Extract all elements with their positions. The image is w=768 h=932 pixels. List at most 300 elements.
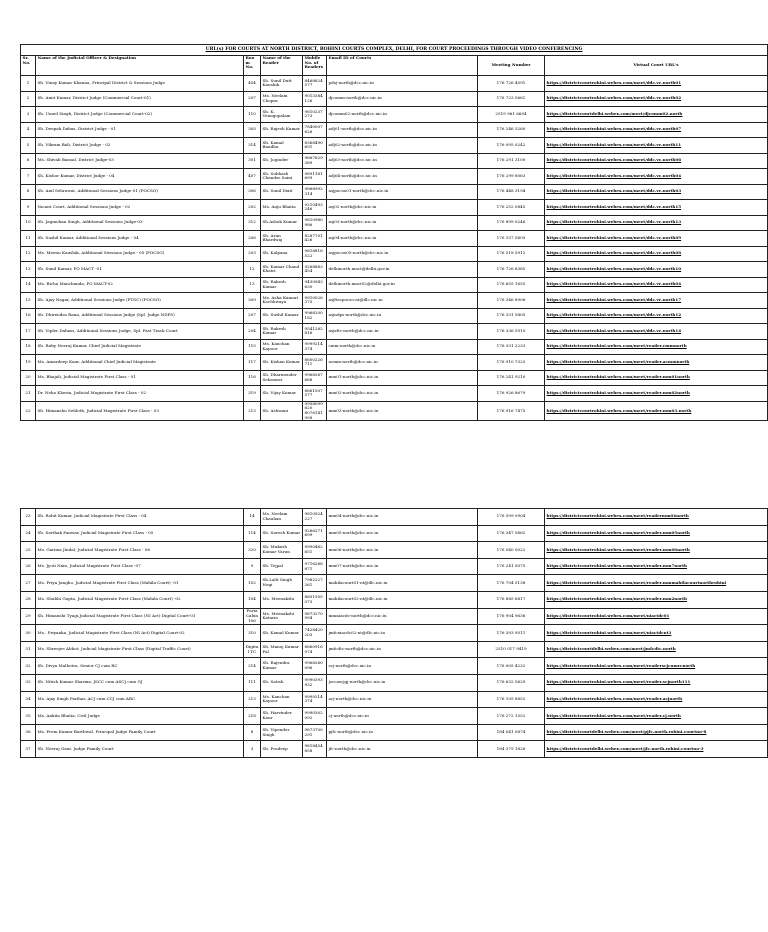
meeting-number-cell: 176 272 1552 (478, 708, 545, 725)
reader-name-cell: Sh. Kalpana (261, 246, 303, 262)
sr-no-cell: 20 (21, 370, 36, 386)
meeting-number-cell: 176 241 5075 (478, 558, 545, 575)
reader-name-cell: Sh. Kishan Kumar (261, 355, 303, 371)
virtual-court-url-link[interactable]: https://districtcourtrohini.webex.com/meet/reader.mm01north (545, 370, 768, 386)
email-cell: pjfc-north@dcc.nic.in (327, 724, 478, 741)
judicial-officer-cell: Ms. Shivali Bansal, District Judge-03 (36, 153, 244, 169)
table-row (21, 153, 768, 169)
mobile-cell: 9716268871 (303, 558, 327, 575)
reader-name-cell: Sh. Rajendra Kumar (261, 658, 303, 675)
sr-no-cell: 26 (21, 558, 36, 575)
email-cell: mm07-north@dcc.nic.in (327, 558, 478, 575)
reader-name-cell: Ms. Meenakshi (261, 591, 303, 608)
virtual-court-url-link[interactable]: https://districtcourtrohini.webex.com/meet/reader.scjnorth111 (545, 674, 768, 691)
table-row (21, 200, 768, 216)
judicial-officer-cell: Sh. Neeraj Gaur, Judge Family Court (36, 741, 244, 758)
sr-no-cell: 7 (21, 169, 36, 185)
reader-name-cell: Ms. Meenakshi Kataria (261, 608, 303, 625)
meeting-number-cell: 176 726 4591 (478, 76, 545, 92)
courts-table-page-2 (20, 508, 768, 758)
mobile-cell: 9667629389 (303, 153, 327, 169)
virtual-court-url-link[interactable]: https://districtcourtrohini.webex.com/meet/reader.acjnorth (545, 691, 768, 708)
room-cell: 3 (244, 741, 261, 758)
sr-no-cell: 37 (21, 741, 36, 758)
sr-no-cell: 6 (21, 153, 36, 169)
sr-no-cell: 22 (21, 401, 36, 421)
reader-name-cell: Sh. Subhash Chander Saini (261, 169, 303, 185)
table-row (21, 231, 768, 247)
meeting-number-cell: 176 393 9511 (478, 625, 545, 642)
email-cell: mm03-north@dcc.nic.in (327, 401, 478, 421)
meeting-number-cell: 176 241 9210 (478, 370, 545, 386)
header-sr-no: Sr. No. (21, 56, 36, 76)
table-row (21, 741, 768, 758)
header-judicial-officer: Name of the Judicial Officer & Designation (36, 56, 244, 76)
mobile-cell: 9810980986 (303, 215, 327, 231)
mobile-cell: 9968200182 (303, 308, 327, 324)
mobile-cell: 9891181699 (303, 169, 327, 185)
header-email: Email ID of Courts (327, 56, 478, 76)
virtual-court-url-link[interactable]: https://districtcourtrohini.webex.com/meet/ddc.vc.north02 (545, 91, 768, 107)
virtual-court-url-link[interactable]: https://districtcourtrohini.webex.com/meet/ddc.vc.north08 (545, 246, 768, 262)
mobile-cell: 9968267668 (303, 370, 327, 386)
meeting-number-cell: 176 246 3260 (478, 122, 545, 138)
judicial-officer-cell: Sh. Deepak Dabas, District Judge - 01 (36, 122, 244, 138)
sr-no-cell: 24 (21, 525, 36, 542)
mobile-cell: 9266271699 (303, 525, 327, 542)
virtual-court-url-link[interactable]: https://districtcourtrohini.webex.com/meet/ddc.vc.north12 (545, 308, 768, 324)
mobile-cell: 9990462651 (303, 542, 327, 559)
sr-no-cell: 3 (21, 107, 36, 123)
virtual-court-url-link[interactable]: https://districtcourtrohini.webex.com/meet/ddc.vc.north01 (545, 76, 768, 92)
mobile-cell: 9999214374 (303, 691, 327, 708)
reader-name-cell: Sh. Sunil Dixit (261, 184, 303, 200)
sr-no-cell: 9 (21, 200, 36, 216)
virtual-court-url-link[interactable]: https://districtcourtrohini.webex.com/meet/reader.mmmahilacourtnorthrohini (545, 575, 768, 592)
judicial-officer-cell: Sh. Vipler Dabass, Additional Sessions Judge, Spl. Fast Track Court (36, 324, 244, 340)
meeting-number-cell: 176 336 5910 (478, 324, 545, 340)
mobile-cell: 9541282816 (303, 324, 327, 340)
reader-name-cell: Sh. Kumar Chand Khatri (261, 262, 303, 278)
room-cell: 12 (244, 262, 261, 278)
reader-name-cell: Sh. Dharmender Sehrawat (261, 370, 303, 386)
email-cell: adj02-north@dcc.nic.in (327, 138, 478, 154)
email-cell: acmm-north@dcc.nic.in (327, 355, 478, 371)
email-cell: cj-north@dcc.nic.in (327, 708, 478, 725)
virtual-court-url-link[interactable]: https://districtcourtrohini.webex.com/meet/ddc.vc.north06 (545, 153, 768, 169)
room-cell: 104 (244, 591, 261, 608)
reader-name-cell: Sh. Rajesh Kumar (261, 122, 303, 138)
sr-no-cell: 30 (21, 625, 36, 642)
judicial-officer-cell: Ms. Shreejee Abbot, Judicial Magistrate First Class (Digital Traffic Court) (36, 641, 244, 658)
sr-no-cell: 35 (21, 708, 36, 725)
virtual-court-url-link[interactable]: https://districtcourtrohini.webex.com/meet/niactdc01 (545, 608, 768, 625)
virtual-court-url-link[interactable]: https://districtcourtdelhi.webex.com/meet/jmfcdtc.north (545, 641, 768, 658)
email-cell: asjndps-north@dcc.nic.in (327, 308, 478, 324)
table-row (21, 355, 768, 371)
meeting-number-cell: 176 910 7325 (478, 355, 545, 371)
room-cell: 207 (244, 308, 261, 324)
sr-no-cell: 33 (21, 674, 36, 691)
email-cell: scj-north@dcc.nic.in (327, 658, 478, 675)
table-row (21, 525, 768, 542)
virtual-court-url-link[interactable]: https://districtcourtrohini.webex.com/meet/ddc.vc.north09 (545, 231, 768, 247)
virtual-court-url-link[interactable]: https://districtcourtrohini.webex.com/meet/ddc.vc.north11 (545, 138, 768, 154)
table-row (21, 262, 768, 278)
mobile-cell: 9968260096 (303, 658, 327, 675)
email-cell: mahilacourt01-nt@dlc.nic.in (327, 575, 478, 592)
room-cell: 305 (244, 122, 261, 138)
sr-no-cell: 2 (21, 91, 36, 107)
email-cell: mm02-north@dcc.nic.in (327, 386, 478, 402)
meeting-number-cell: 176 723 5661 (478, 91, 545, 107)
judicial-officer-cell: Sh. Rohit Kumar, Judicial Magistrate First Class - 04 (36, 509, 244, 526)
judicial-officer-cell: Sh. Amit Kumar, District Judge (Commercial Court-01) (36, 91, 244, 107)
email-cell: asjpocso05-north@dcc.nic.in (327, 246, 478, 262)
room-cell: 319 (244, 386, 261, 402)
reader-name-cell: Sh. Tejpal (261, 558, 303, 575)
table-row (21, 76, 768, 92)
mobile-cell: 8800226711 (303, 355, 327, 371)
judicial-officer-cell: Sh. Vikram Bali, District Judge - 02 (36, 138, 244, 154)
sr-no-cell: 14 (21, 277, 36, 293)
email-cell: adj01-north@dcc.nic.in (327, 122, 478, 138)
email-cell: asjsftc-north@dcc.nic.in (327, 324, 478, 340)
meeting-number-cell: 176 105 8852 (478, 691, 545, 708)
reader-name-cell: Sh. Suresh Kumar (261, 525, 303, 542)
room-cell: 111 (244, 674, 261, 691)
virtual-court-url-link[interactable]: https://districtcourtrohini.webex.com/meet/ddc.vc.north17 (545, 293, 768, 309)
mobile-cell: 8368490691 (303, 138, 327, 154)
mobile-cell: 9818816522 (303, 246, 327, 262)
email-cell: mm06-north@dcc.nic.in (327, 542, 478, 559)
reader-name-cell: Ms. Kanchan Kapoor (261, 691, 303, 708)
reader-name-cell: Ms. Asha Kumari Kochhwaya (261, 293, 303, 309)
header-virtual-court-url: Virtual Court URL's (545, 56, 768, 76)
judicial-officer-cell: Sh. Sushil Kumar, Additional Sessions Judge - 04 (36, 231, 244, 247)
virtual-court-url-link[interactable]: https://districtcourtrohini.webex.com/meet/reader.mm03.north (545, 401, 768, 421)
meeting-number-cell: 176 095 0242 (478, 138, 545, 154)
virtual-court-url-link[interactable]: https://districtcourtrohini.webex.com/meet/reader.cmmnorth (545, 339, 768, 355)
reader-name-cell: Sh. Kamal Bandhu (261, 138, 303, 154)
virtual-court-url-link[interactable]: https://districtcourtdelhi.webex.com/meet/pjfc.north.rohini.courtno-8 (545, 724, 768, 741)
room-cell: 407 (244, 169, 261, 185)
meeting-number-cell: 176 291 3100 (478, 153, 545, 169)
virtual-court-url-link[interactable]: https://districtcourtrohini.webex.com/meet/ddc.vc.north04 (545, 169, 768, 185)
email-cell: pdsj-north@dcc.nic.in (327, 76, 478, 92)
mobile-cell: 9268883454 (303, 262, 327, 278)
meeting-number-cell: 176 252 0845 (478, 200, 545, 216)
reader-name-cell: Ms. Kanchan Kapoor (261, 339, 303, 355)
table-row (21, 277, 768, 293)
meeting-number-cell: 176 899 0246 (478, 215, 545, 231)
room-cell: 320 (244, 542, 261, 559)
judicial-officer-cell: Ms. Meenu Kaushik, Additional Sessions Judge - 05 (POCSO) (36, 246, 244, 262)
mobile-cell: 9868992314 (303, 184, 327, 200)
meeting-number-cell: 176 299 8063 (478, 169, 545, 185)
room-cell: Digital TC (244, 641, 261, 658)
table-row (21, 708, 768, 725)
email-cell: mm04-north@dcc.nic.in (327, 509, 478, 526)
meeting-number-cell: 176 518 5912 (478, 246, 545, 262)
reader-name-cell: Sh. Pradeep (261, 741, 303, 758)
mobile-cell: 9910026373 (303, 293, 327, 309)
table-row (21, 324, 768, 340)
sr-no-cell: 10 (21, 215, 36, 231)
reader-name-cell: Sh. Harvinder Kaur (261, 708, 303, 725)
reader-name-cell: Sh. Arun Bhardwaj (261, 231, 303, 247)
room-cell: 202 (244, 200, 261, 216)
table-body-page-2 (21, 509, 768, 758)
meeting-number-cell: 176 632 5629 (478, 674, 545, 691)
judicial-officer-cell: Sh. Sarthak Panwar, Judicial Magistrate First Class - 05 (36, 525, 244, 542)
meeting-number-cell: 176 704 5138 (478, 575, 545, 592)
judicial-officer-cell: Vacant Court, Additional Sessions Judge - 02 (36, 200, 244, 216)
room-cell: 306 (244, 184, 261, 200)
mobile-cell: 8468824577 (303, 76, 327, 92)
email-cell: jsccascjgj-north@dcc.nic.in (327, 674, 478, 691)
mobile-cell: 9990393932 (303, 674, 327, 691)
meeting-number-cell: 176 331 5805 (478, 308, 545, 324)
room-cell: 314 (244, 138, 261, 154)
room-cell: 14 (244, 509, 261, 526)
virtual-court-url-link[interactable]: https://districtcourtrohini.webex.com/meet/ddc.vc.north15 (545, 200, 768, 216)
email-cell: jmfcdtc-north@dcc.nic.in (327, 641, 478, 658)
virtual-court-url-link[interactable]: https://districtcourtrohini.webex.com/meet/ddc.vc.north13 (545, 215, 768, 231)
sr-no-cell: 31 (21, 641, 36, 658)
room-cell: 206 (244, 231, 261, 247)
room-cell: 110 (244, 107, 261, 123)
virtual-court-url-link[interactable]: https://districtcourtrohini.webex.com/meet/reader.mm2north (545, 591, 768, 608)
judicial-officer-cell: Ms. Garima Jindal, Judicial Magistrate First Class - 06 (36, 542, 244, 559)
table-row (21, 658, 768, 675)
table-row (21, 401, 768, 421)
judicial-officer-cell: Sh. Nitish Kumar Sharma, JSCC cum ASCJ cum GJ (36, 674, 244, 691)
judicial-officer-cell: Sh. Ajay Nagar, Additional Sessions Judge (FTSC) (POCSO) (36, 293, 244, 309)
sr-no-cell: 18 (21, 339, 36, 355)
meeting-number-cell: 176 157 5605 (478, 231, 545, 247)
judicial-officer-cell: Ms.. Priyanka, Judicial Magistrate First Class (NI Act) Digital Court-02 (36, 625, 244, 642)
virtual-court-url-link[interactable]: https://districtcourtrohini.webex.com/meet/ddc.vc.north10 (545, 262, 768, 278)
sr-no-cell: 34 (21, 691, 36, 708)
judicial-officer-cell: Ms. Richa Manchanda, PO MACT-02 (36, 277, 244, 293)
reader-name-cell: Sh. Joginder (261, 153, 303, 169)
email-cell: delhinorth.mact@delhi.gov.in (327, 262, 478, 278)
virtual-court-url-link[interactable]: https://districtcourtrohini.webex.com/meet/ddc.vc.north07 (545, 122, 768, 138)
judicial-officer-cell: Ms. Jyoti Nain, Judicial Magistrate First Class -07 (36, 558, 244, 575)
reader-name-cell: Sh. Manoj Kumar Pal (261, 641, 303, 658)
sr-no-cell: 13 (21, 262, 36, 278)
reader-name-cell: Sh. Sushil Kumar (261, 308, 303, 324)
judicial-officer-cell: Sh. Jagmohan Singh, Additional Sessions Judge-03 (36, 215, 244, 231)
virtual-court-url-link[interactable]: https://districtcourtrohini.webex.com/meet/reader.acmmnorth (545, 355, 768, 371)
room-cell: 115 (244, 339, 261, 355)
room-cell: 114 (244, 525, 261, 542)
mobile-cell: 9873700291 (303, 724, 327, 741)
email-cell: jmfcniacdc02-nt@dlc.nic.in (327, 625, 478, 642)
meeting-number-cell: 176 655 1655 (478, 277, 545, 293)
table-row (21, 641, 768, 658)
table-row (21, 308, 768, 324)
virtual-court-url-link[interactable]: https://districtcourtrohini.webex.com/meet/ddc.vc.north03 (545, 184, 768, 200)
meeting-number-cell: 176 040 0022 (478, 542, 545, 559)
table-row (21, 107, 768, 123)
email-cell: asj04-north@dcc.nic.in (327, 231, 478, 247)
email-cell: mahilacourt02-nt@dlc.nic.in (327, 591, 478, 608)
table-row (21, 169, 768, 185)
room-cell: 310 (244, 625, 261, 642)
table-row (21, 608, 768, 625)
virtual-court-url-link[interactable]: https://districtcourtrohini.webex.com/meet/reader.mm7north (545, 558, 768, 575)
table-row (21, 339, 768, 355)
sr-no-cell: 8 (21, 184, 36, 200)
meeting-number-cell: 176 885 6817 (478, 591, 545, 608)
sr-no-cell: 27 (21, 575, 36, 592)
reader-name-cell: Sh.Ashok Kumar (261, 215, 303, 231)
judicial-officer-cell: Sh. Kishor Kumar, District Judge - 04 (36, 169, 244, 185)
mobile-cell: 9810924227 (303, 509, 327, 526)
mobile-cell: 8861507577 (303, 386, 327, 402)
judicial-officer-cell: Sh. Anil Sehrawat, Additional Sessions Judge-01 (POCSO) (36, 184, 244, 200)
mobile-cell: 8851955073 (303, 591, 327, 608)
email-cell: delhinorth.mact02@delhi.gov.in (327, 277, 478, 293)
mobile-cell: 7428420203 (303, 625, 327, 642)
table-row (21, 724, 768, 741)
header-reader: Name of the Reader (261, 56, 303, 76)
table-row (21, 674, 768, 691)
email-cell: asjpocso01-north@dcc.nic.in (327, 184, 478, 200)
table-body-page-1 (21, 76, 768, 421)
meeting-number-cell: 184 379 1826 (478, 741, 545, 758)
sr-no-cell: 16 (21, 308, 36, 324)
mobile-cell: 9430943630 (303, 277, 327, 293)
mobile-cell: 9990302092 (303, 708, 327, 725)
reader-name-cell: Sh. K. Venugopalam (261, 107, 303, 123)
virtual-court-url-link[interactable]: https://districtcourtrohini.webex.com/meet/reader.cj.north (545, 708, 768, 725)
table-row (21, 122, 768, 138)
table-row (21, 558, 768, 575)
mobile-cell: 8287701426 (303, 231, 327, 247)
header-room: Room No. (244, 56, 261, 76)
sr-no-cell: 23 (21, 509, 36, 526)
virtual-court-url-link[interactable]: https://districtcourtdelhi.webex.com/meet/jfc.north.rohini.courtno-3 (545, 741, 768, 758)
mobile-cell: 9013384126 (303, 91, 327, 107)
reader-name-cell: Sh. Rakesh Kumar (261, 324, 303, 340)
room-cell: 213 (244, 401, 261, 421)
mobile-cell: 7840007626 (303, 122, 327, 138)
sr-no-cell: 11 (21, 231, 36, 247)
judicial-officer-cell: Ms. Amardeep Kaur, Additional Chief Judicial Magistrate (36, 355, 244, 371)
reader-name-cell: Ms. Anju Bhatia (261, 200, 303, 216)
virtual-court-url-link[interactable]: https://districtcourtrohini.webex.com/meet/niactdcnt3 (545, 625, 768, 642)
room-cell: 218 (244, 708, 261, 725)
judicial-officer-cell: Sh. Ruby Neeraj Kumar, Chief Judicial Magistrate (36, 339, 244, 355)
meeting-number-cell: 176 346 8906 (478, 293, 545, 309)
virtual-court-url-link[interactable]: https://districtcourtrohini.webex.com/meet/reader.mm02north (545, 386, 768, 402)
email-cell: asj02-north@dcc.nic.in (327, 200, 478, 216)
virtual-court-url-link[interactable]: https://districtcourtrohini.webex.com/meet/readerscjcumrcnorth (545, 658, 768, 675)
mobile-cell: 7982227261 (303, 575, 327, 592)
reader-name-cell: Sh. Vipender Singh (261, 724, 303, 741)
mobile-cell: 9810237273 (303, 107, 327, 123)
email-cell: mm01-north@dcc.nic.in (327, 370, 478, 386)
mobile-cell: 9999214374 (303, 339, 327, 355)
table-row (21, 575, 768, 592)
sr-no-cell: 36 (21, 724, 36, 741)
email-cell: jfc-north@dcc.nic.in (327, 741, 478, 758)
table-row (21, 386, 768, 402)
meeting-number-cell: 176 347 5662 (478, 525, 545, 542)
email-cell: cmm-north@dcc.nic.in (327, 339, 478, 355)
room-cell: 13 (244, 277, 261, 293)
table-row (21, 625, 768, 642)
meeting-number-cell: 2519 961 6694 (478, 107, 545, 123)
reader-name-cell: Sh. Satish (261, 674, 303, 691)
email-cell: djcomm02-north@dcc.nic.in (327, 107, 478, 123)
virtual-court-url-link[interactable]: https://districtcourtrohini.webex.com/meet/ddc.vc.north04 (545, 277, 768, 293)
table-row (21, 246, 768, 262)
judicial-officer-cell: Sh. Divya Malhotra, Senior CJ cum RC (36, 658, 244, 675)
reader-name-cell: Ms. Neelam Chauhan (261, 509, 303, 526)
email-cell: adj04-north@dcc.nic.in (327, 169, 478, 185)
meeting-number-cell: 184 041 0874 (478, 724, 545, 741)
judicial-officer-cell: Sh. Vinay Kumar Khanna, Principal District & Sessions Judge (36, 76, 244, 92)
virtual-court-url-link[interactable]: https://districtcourtrohini.webex.com/meet/ddc.vc.north14 (545, 324, 768, 340)
meeting-number-cell: 176 331 2233 (478, 339, 545, 355)
table-row (21, 542, 768, 559)
meeting-number-cell: 176 599 0904 (478, 509, 545, 526)
email-cell: asj03-north@dcc.nic.in (327, 215, 478, 231)
judicial-officer-cell: Sh. Himanshu Sehlotb, Judicial Magistrate First Class - 03 (36, 401, 244, 421)
room-cell: 309 (244, 293, 261, 309)
judicial-officer-cell: Ms. Bhajali, Judicial Magistrate First Class - 01 (36, 370, 244, 386)
virtual-court-url-link[interactable]: https://districtcourtrohini.webex.com/meet/reader.mm05north (545, 525, 768, 542)
room-cell: 213 (244, 691, 261, 708)
room-cell: 102 (244, 575, 261, 592)
email-cell: acj-north@dcc.nic.in (327, 691, 478, 708)
email-cell: djcomm-north@dcc.nic.in (327, 91, 478, 107)
meeting-number-cell: 176 926 8679 (478, 386, 545, 402)
reader-name-cell: Ms. Neelam Chopra (261, 91, 303, 107)
meeting-number-cell: 176 916 7475 (478, 401, 545, 421)
table-row (21, 591, 768, 608)
sr-no-cell: 28 (21, 591, 36, 608)
meeting-number-cell: 176 726 6365 (478, 262, 545, 278)
sr-no-cell: 12 (21, 246, 36, 262)
header-meeting-number: Meeting Number (478, 56, 545, 76)
sr-no-cell: 5 (21, 138, 36, 154)
reader-name-cell: Sh. Vijay Kumar (261, 386, 303, 402)
virtual-court-url-link[interactable]: https://districtcourtrohini.webex.com/meet/reader.mm06north (545, 542, 768, 559)
reader-name-cell: Sh. Mukesh Kumar Varun (261, 542, 303, 559)
meeting-number-cell: 176 005 4232 (478, 658, 545, 675)
judicial-officer-cell: Dr. Neha Kheria, Judicial Magistrate First Class - 02 (36, 386, 244, 402)
virtual-court-url-link[interactable]: https://districtcourtrohini.webex.com/meet/readermm04north (545, 509, 768, 526)
mobile-cell: 9210493246 (303, 200, 327, 216)
room-cell: 312 (244, 215, 261, 231)
mobile-cell: 9818454858 (303, 741, 327, 758)
reader-name-cell: Sh. Sunil Dutt Kaushik (261, 76, 303, 92)
table-row (21, 370, 768, 386)
sr-no-cell: 15 (21, 293, 36, 309)
email-cell: adj03-north@dcc.nic.in (327, 153, 478, 169)
mobile-cell: 9873270994 (303, 608, 327, 625)
header-mobile: Mobile No. of Readers (303, 56, 327, 76)
judicial-officer-cell: Ms. Ajay Singh Parihar, ACJ cum CCJ cum ARC (36, 691, 244, 708)
room-cell: 9 (244, 558, 261, 575)
table-row (21, 138, 768, 154)
virtual-court-url-link[interactable]: https://districtcourtdelhi.webex.com/meet/djcomm02.north (545, 107, 768, 123)
